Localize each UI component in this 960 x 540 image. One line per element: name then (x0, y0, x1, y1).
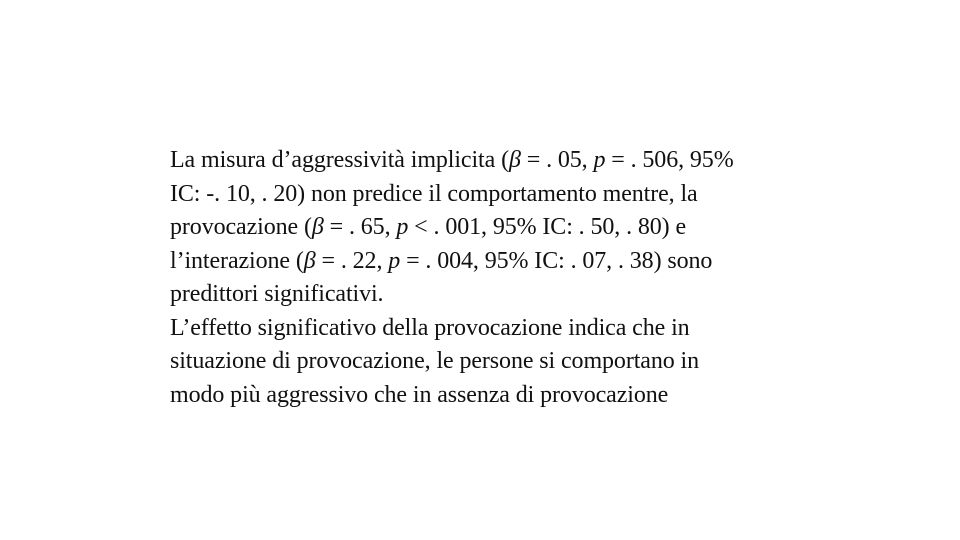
p-symbol: p (388, 247, 401, 274)
text-line: predittori significativi. (170, 281, 384, 307)
beta-symbol: β (508, 147, 521, 173)
beta-symbol: β (311, 214, 324, 240)
p-symbol: p (593, 147, 606, 173)
text-line (170, 144, 870, 178)
text-run: < . 001, 95% IC: . 50, . 80) e (408, 214, 687, 240)
text-line: situazione di provocazione, le persone si comportano in (170, 348, 700, 374)
text-line: IC: -. 10, . 20) non predice il comportamento mentre, la (170, 180, 698, 207)
text-run: l’interazione ( (170, 247, 304, 274)
text-run: = . 004, 95% IC: . 07, . 38) sono (400, 247, 713, 274)
text-line: L’effetto significativo della provocazione indica che in (170, 314, 690, 341)
p-symbol: p (396, 214, 409, 240)
beta-symbol: β (303, 247, 316, 274)
text-run: = . 65, (323, 214, 397, 240)
text-run: = . 506, 95% (605, 147, 734, 173)
text-run: = . 22, (315, 247, 389, 274)
text-run: = . 05, (520, 147, 594, 173)
text-run: provocazione ( (170, 214, 312, 240)
text-line (170, 211, 870, 245)
body-text (170, 144, 870, 412)
text-line (170, 245, 870, 279)
text-run: La misura d’aggressività implicita ( (170, 147, 509, 173)
text-line: modo più aggressivo che in assenza di provocazione (170, 381, 669, 408)
